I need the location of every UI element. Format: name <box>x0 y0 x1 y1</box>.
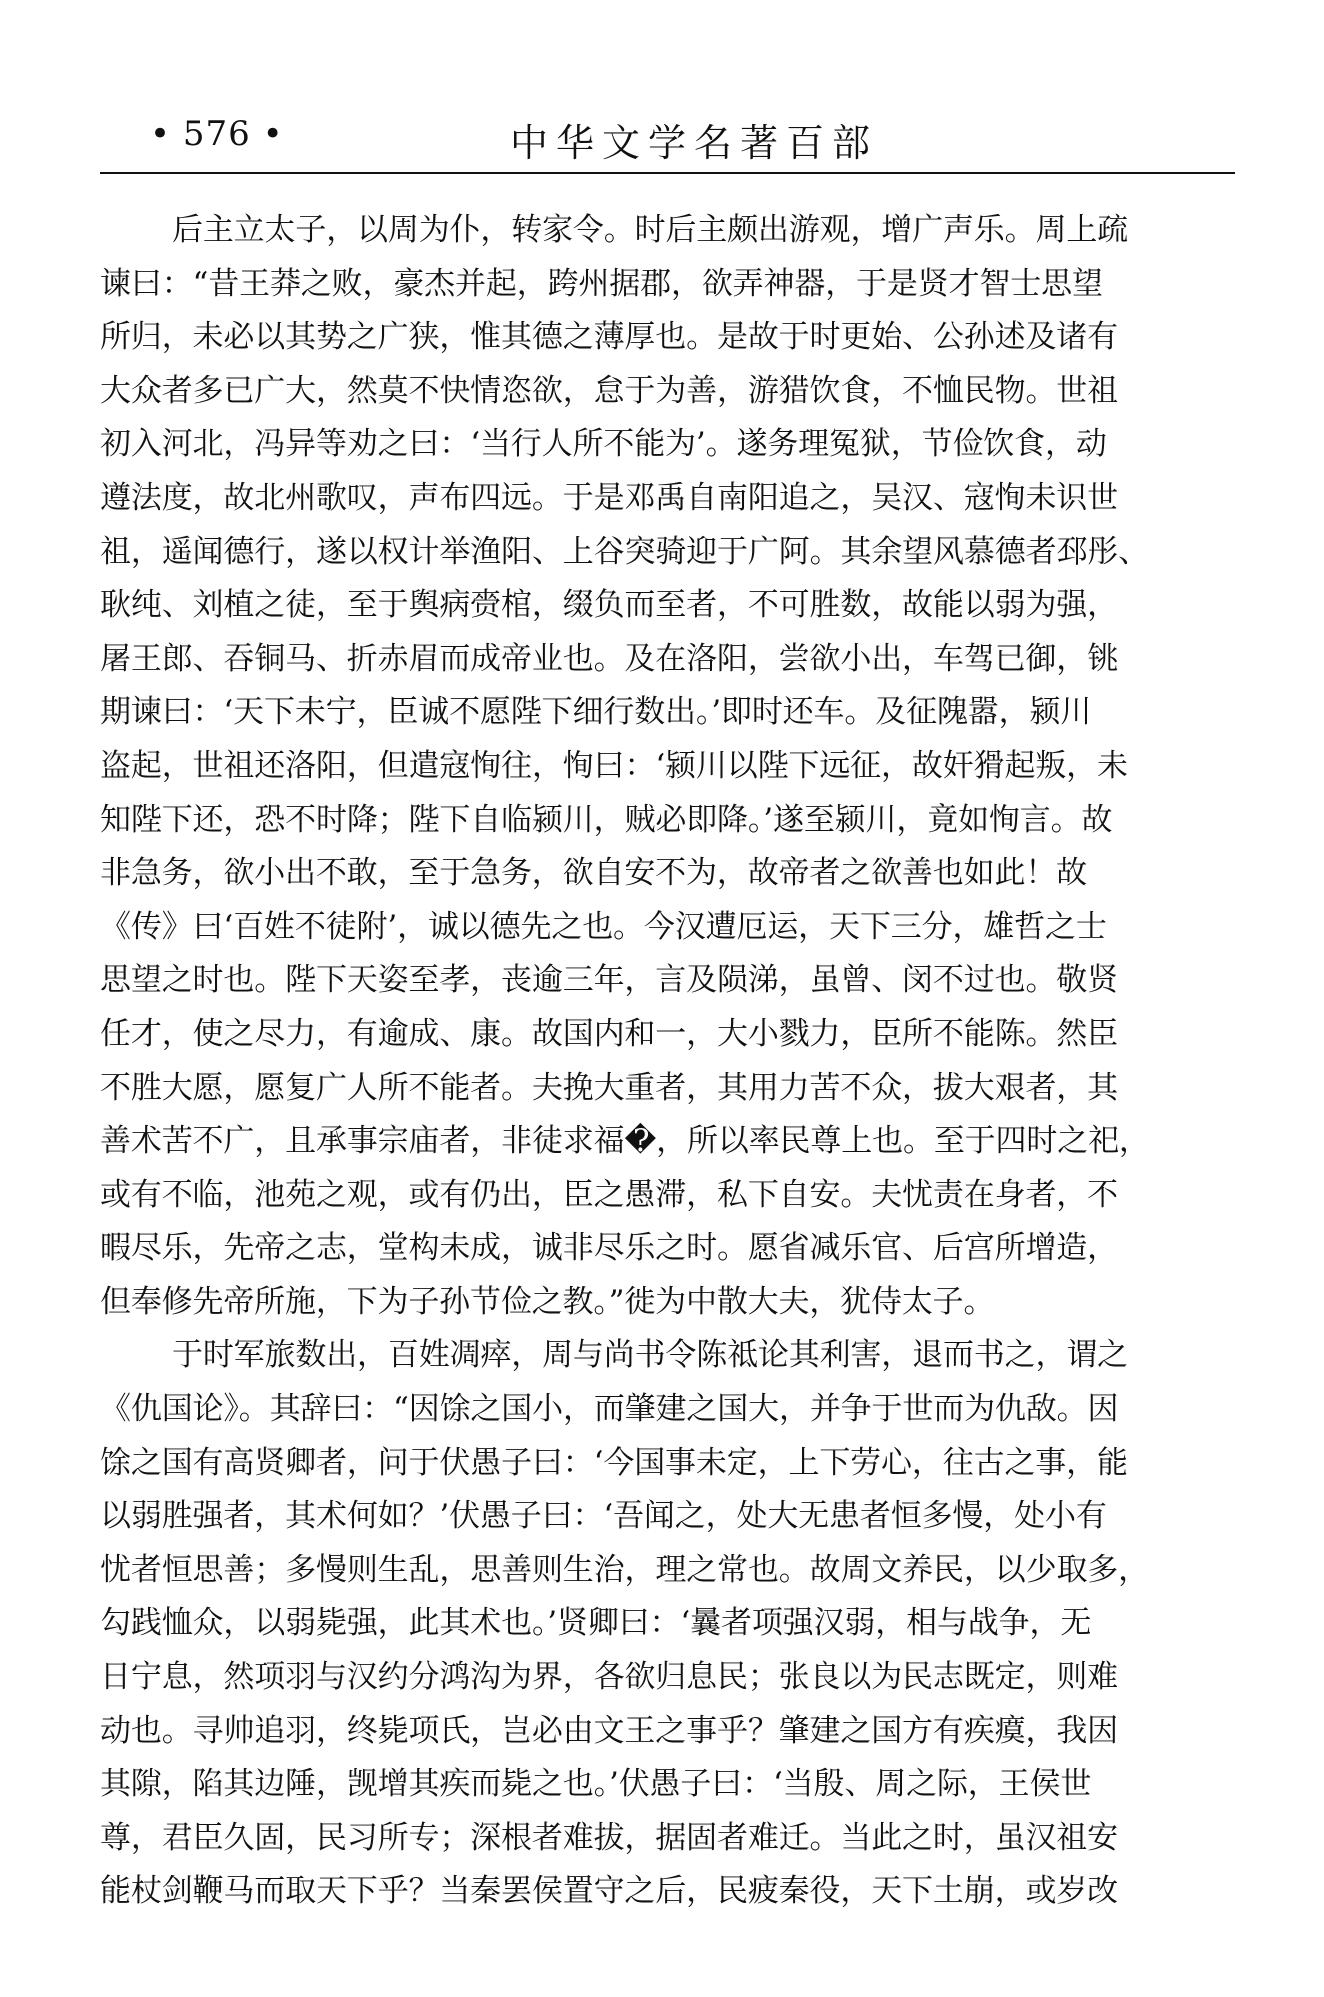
text-line: 任才，使之尽力，有逾成、康。故国内和一，大小戮力，臣所不能陈。然臣 <box>100 1015 1118 1052</box>
text-line: 不胜大愿，愿复广人所不能者。夫挽大重者，其用力苦不众，拔大艰者，其 <box>100 1069 1118 1106</box>
text-line: 善术苦不广，且承事宗庙者，非徒求福�，所以率民尊上也。至于四时之祀， <box>100 1123 1150 1160</box>
text-line: 勾践恤众，以弱毙强，此其术也。’贤卿曰：‘曩者项强汉弱，相与战争，无 <box>100 1605 1092 1642</box>
text-line: 但奉修先帝所施，下为子孙节俭之教。”徙为中散大夫，犹侍太子。 <box>100 1283 995 1320</box>
text-line: 思望之时也。陛下天姿至孝，丧逾三年，言及陨涕，虽曾、闵不过也。敬贤 <box>100 962 1118 999</box>
text-line: 暇尽乐，先帝之志，堂构未成，诚非尽乐之时。愿省减乐官、后宫所增造， <box>100 1230 1118 1267</box>
page-number: • 576 • <box>150 114 284 154</box>
text-line: 动也。寻帅追羽，终毙项氏，岂必由文王之事乎？肇建之国方有疾瘼，我因 <box>100 1712 1118 1749</box>
text-line: 于时军旅数出，百姓凋瘁，周与尚书令陈祗论其利害，退而书之，谓之 <box>172 1337 1128 1374</box>
header-rule <box>100 172 1235 174</box>
body-text <box>100 204 1240 1919</box>
text-line: 知陛下还，恐不时降；陛下自临颍川，贼必即降。’遂至颍川，竟如恂言。故 <box>100 801 1113 838</box>
text-line: 忧者恒思善；多慢则生乱，思善则生治，理之常也。故周文养民，以少取多， <box>100 1551 1149 1588</box>
text-line: 屠王郎、吞铜马、折赤眉而成帝业也。及在洛阳，尝欲小出，车驾已御，铫 <box>100 640 1118 677</box>
text-line: 《仇国论》。其辞曰：“因馀之国小，而肇建之国大，并争于世而为仇敌。因 <box>100 1391 1119 1428</box>
text-line: 谏曰：“昔王莽之败，豪杰并起，跨州据郡，欲弄神器，于是贤才智士思望 <box>100 265 1103 302</box>
text-line: 以弱胜强者，其术何如？’伏愚子曰：‘吾闻之，处大无患者恒多慢，处小有 <box>100 1498 1107 1535</box>
text-line: 祖，遥闻德行，遂以权计举渔阳、上谷突骑迎于广阿。其余望风慕德者邳彤、 <box>100 533 1149 570</box>
text-line: 初入河北，冯异等劝之曰：‘当行人所不能为’。遂务理冤狱，节俭饮食，动 <box>100 426 1107 463</box>
text-line: 期谏曰：‘天下未宁，臣诚不愿陛下细行数出。’即时还车。及征隗嚣，颍川 <box>100 694 1092 731</box>
text-line: 能杖剑鞭马而取天下乎？当秦罢侯置守之后，民疲秦役，天下土崩，或岁改 <box>100 1873 1118 1910</box>
text-line: 耿纯、刘植之徒，至于舆病赍棺，缀负而至者，不可胜数，故能以弱为强， <box>100 587 1118 624</box>
text-line: 或有不临，池苑之观，或有仍出，臣之愚滞，私下自安。夫忧责在身者，不 <box>100 1176 1118 1213</box>
text-line: 盗起，世祖还洛阳，但遣寇恂往，恂曰：‘颍川以陛下远征，故奸猾起叛，未 <box>100 747 1128 784</box>
text-line: 尊，君臣久固，民习所专；深根者难拔，据固者难迁。当此之时，虽汉祖安 <box>100 1819 1118 1856</box>
text-line: 非急务，欲小出不敢，至于急务，欲自安不为，故帝者之欲善也如此！故 <box>100 855 1087 892</box>
text-line: 日宁息，然项羽与汉约分鸿沟为界，各欲归息民；张良以为民志既定，则难 <box>100 1659 1118 1696</box>
text-line: 馀之国有高贤卿者，问于伏愚子曰：‘今国事未定，上下劳心，往古之事，能 <box>100 1444 1128 1481</box>
text-line: 其隙，陷其边陲，觊增其疾而毙之也。’伏愚子曰：‘当殷、周之际，王侯世 <box>100 1766 1092 1803</box>
text-line: 所归，未必以其势之广狭，惟其德之薄厚也。是故于时更始、公孙述及诸有 <box>100 319 1118 356</box>
text-line: 后主立太子，以周为仆，转家令。时后主颇出游观，增广声乐。周上疏 <box>172 212 1128 248</box>
text-line: 遵法度，故北州歌叹，声布四远。于是邓禹自南阳追之，吴汉、寇恂未识世 <box>100 479 1118 516</box>
running-title: 中华文学名著百部 <box>510 121 879 165</box>
page-header <box>100 108 1235 174</box>
text-line: 大众者多已广大，然莫不快情恣欲，怠于为善，游猎饮食，不恤民物。世祖 <box>100 372 1118 409</box>
text-line: 《传》曰‘百姓不徒附’，诚以德先之也。今汉遭厄运，天下三分，雄哲之士 <box>100 908 1107 945</box>
